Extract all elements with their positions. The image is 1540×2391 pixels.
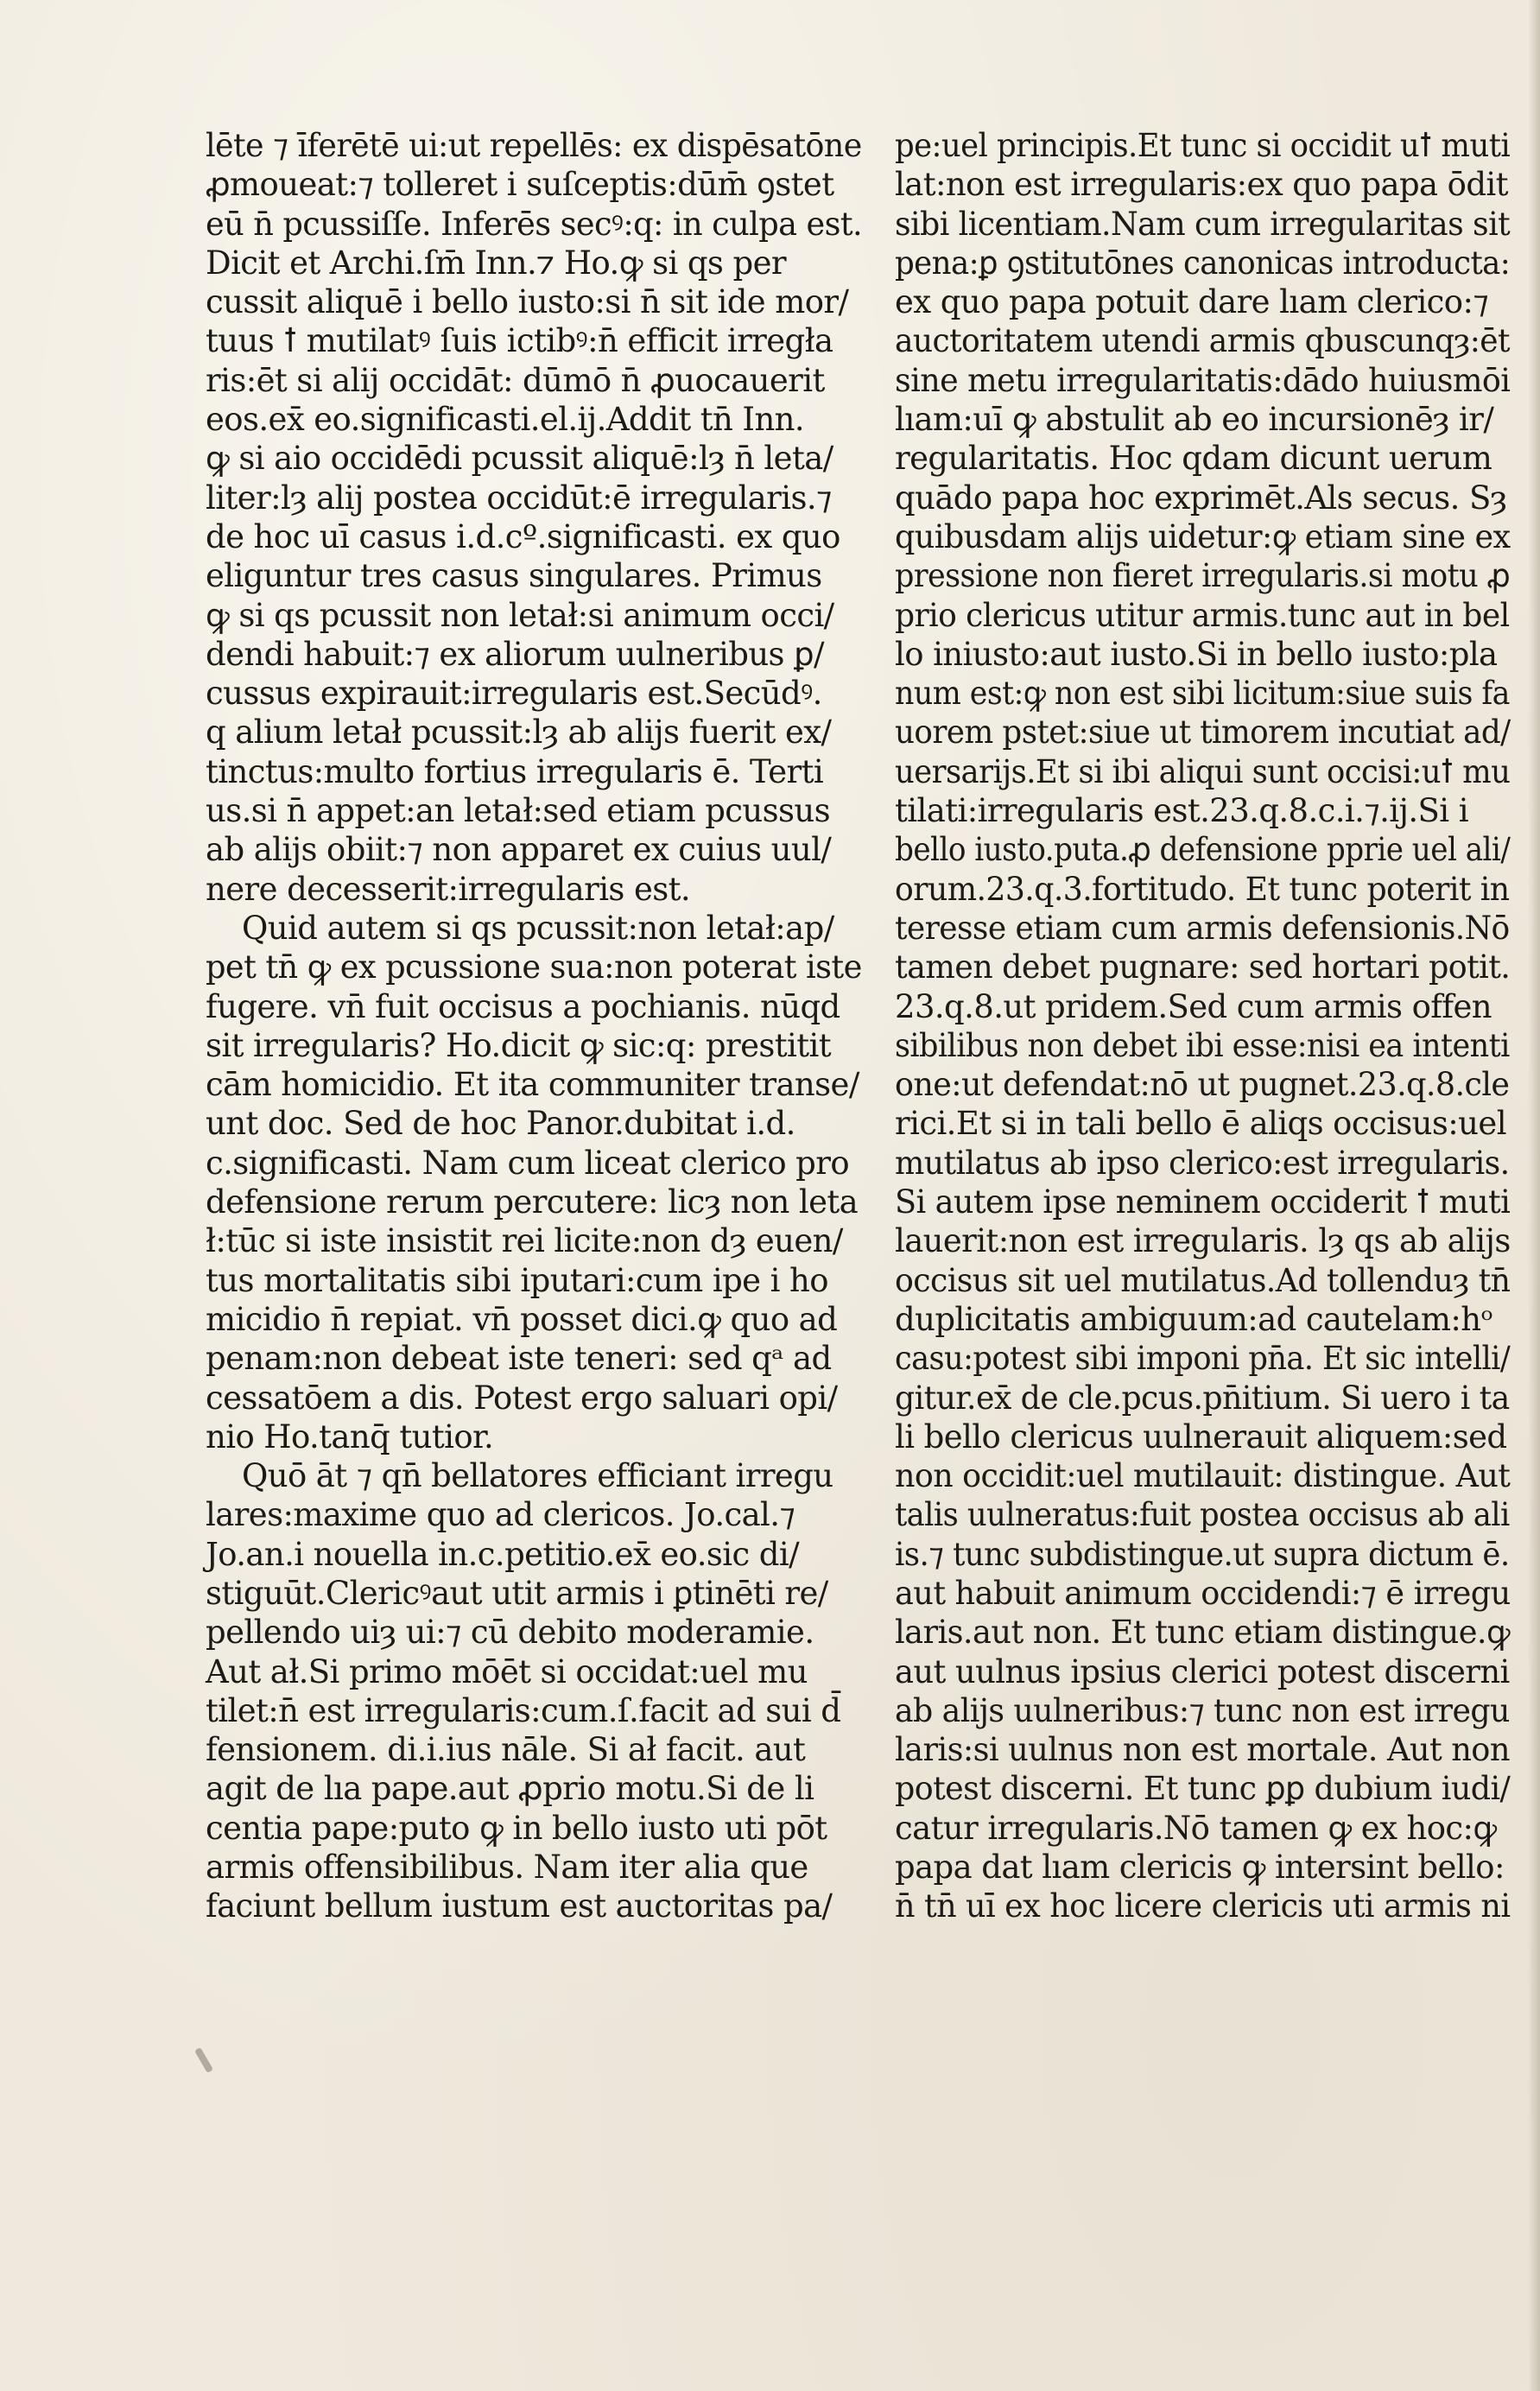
text-line: cessatōem a dis. Potest ergo saluari opi/: [206, 1379, 838, 1417]
text-line: num est:ꝙ non est sibi licitum:siue suis fa: [895, 675, 1510, 713]
right-text-column: [895, 126, 1510, 1926]
text-line: gitur.ex̄ de cle.pcus.pn̄itium. Si uero i ta: [895, 1379, 1510, 1417]
text-line: tinctus:multo fortius irregularis ē. Terti: [206, 752, 824, 790]
text-line: auctoritatem utendi armis qbuscunqȝ:ēt: [895, 322, 1510, 360]
text-line: armis offensibilibus. Nam iter alia que: [206, 1849, 808, 1887]
text-line: 23.q.8.ut pridem.Sed cum armis offen: [895, 987, 1492, 1025]
text-line: cām homicidio. Et ita communiter transe/: [206, 1066, 859, 1104]
left-text-column: [206, 126, 862, 1926]
text-line: teresse etiam cum armis defensionis.Nō: [895, 909, 1510, 947]
text-line: stiguūt.Clericꝰaut utit armis i ꝑtinēti re/: [206, 1574, 828, 1612]
text-line: ris:ēt si alij occidāt: dūmō n̄ ꝓuocauerit: [206, 361, 825, 399]
text-line: defensione rerum percutere: licȝ non leta: [206, 1183, 859, 1221]
text-line: Quid autem si qs pcussit:non letał:ap/: [242, 909, 834, 947]
text-line: cussus expirauit:irregularis est.Secūdꝰ.: [206, 675, 822, 713]
text-line: lo iniusto:aut iusto.Si in bello iusto:pla: [895, 635, 1498, 673]
text-line: pe:uel principis.Et tunc si occidit uꝉ muti: [895, 127, 1511, 164]
text-line: tilet:n̄ est irregularis:cum.ſ.facit ad sui d̄: [206, 1691, 841, 1729]
text-line: nio Ho.tanq̄ tutior.: [206, 1417, 494, 1456]
text-line: eliguntur tres casus singulares. Primus: [206, 557, 822, 595]
text-line: liter:lȝ alij postea occidūt:ē irregularis.⁊: [206, 479, 832, 517]
text-line: sit irregularis? Ho.dicit ꝙ sic:q: prestitit: [206, 1026, 832, 1064]
text-line: us.si n̄ appet:an letał:sed etiam pcussus: [206, 792, 831, 830]
text-line: penam:non debeat iste teneri: sed qᵃ ad: [206, 1340, 832, 1378]
text-line: li bello clericus uulnerauit aliquem:sed: [895, 1417, 1507, 1456]
text-line: nere decesserit:irregularis est.: [206, 870, 691, 908]
text-line: Aut ał.Si primo mōēt si occidat:uel mu: [206, 1652, 808, 1690]
text-line: eos.ex̄ eo.significasti.el.ij.Addit tn̄ Inn.: [206, 401, 805, 439]
text-line: sibi licentiam.Nam cum irregularitas sit: [895, 205, 1511, 243]
text-line: dendi habuit:⁊ ex aliorum uulneribus ꝑ/: [206, 635, 824, 673]
text-line: fensionem. di.i.ius nāle. Si ał facit. aut: [206, 1731, 806, 1769]
text-line: occisus sit uel mutilatus.Ad tollenduȝ tn̄: [895, 1261, 1511, 1299]
ink-smudge: [194, 2047, 213, 2073]
text-line: bello iusto.puta.ꝓ defensione pprie uel ali/: [895, 831, 1511, 869]
text-line: casu:potest sibi imponi pn̄a. Et sic intelli/: [895, 1340, 1511, 1378]
text-line: ab alijs obiit:⁊ non apparet ex cuius uul/: [206, 831, 832, 869]
text-line: uersarijs.Et si ibi aliqui sunt occisi:uꝉ mu: [895, 752, 1511, 790]
text-line: aut uulnus ipsius clerici potest discerni: [895, 1652, 1510, 1690]
text-line: sibilibus non debet ibi esse:nisi ea intenti: [895, 1026, 1510, 1064]
text-line: laris.aut non. Et tunc etiam distingue.ꝙ: [895, 1614, 1510, 1652]
text-line: prio clericus utitur armis.tunc aut in bel: [895, 596, 1510, 634]
text-line: n̄ tn̄ uī ex hoc licere clericis uti armis ni: [895, 1887, 1511, 1925]
text-line: ꝙ si aio occidēdi pcussit aliquē:lȝ n̄ leta/: [206, 440, 833, 478]
text-line: lıam:uī ꝙ abstulit ab eo incursionēȝ ir/: [895, 401, 1494, 439]
text-line: quādo papa hoc exprimēt.Als secus. Sȝ: [895, 479, 1507, 517]
text-line: lares:maxime quo ad clericos. Jo.cal.⁊: [206, 1496, 795, 1534]
text-line: pellendo uiȝ ui:⁊ cū debito moderamie.: [206, 1614, 814, 1652]
text-line: tus mortalitatis sibi iputari:cum ipe i ho: [206, 1261, 828, 1299]
text-line: non occidit:uel mutilauit: distingue. Aut: [895, 1457, 1511, 1495]
text-line: lauerit:non est irregularis. lȝ qs ab alijs: [895, 1222, 1511, 1260]
text-line: Si autem ipse neminem occiderit ꝉ muti: [895, 1183, 1511, 1221]
text-line: lēte ⁊ īferētē ui:ut repellēs: ex dispēsatōne: [206, 127, 862, 164]
text-line: pet tn̄ ꝙ ex pcussione sua:non poterat iste: [206, 948, 862, 986]
text-line: faciunt bellum iustum est auctoritas pa/: [206, 1887, 833, 1925]
text-line: talis uulneratus:fuit postea occisus ab ali: [895, 1496, 1510, 1534]
page-edge-shadow: [1528, 0, 1540, 2391]
text-line: aut habuit animum occidendi:⁊ ē irregu: [895, 1574, 1511, 1612]
text-line: pressione non fieret irregularis.si motu ꝓ: [895, 557, 1511, 595]
text-line: q alium letał pcussit:lȝ ab alijs fuerit ex/: [206, 713, 832, 752]
text-line: is.⁊ tunc subdistingue.ut supra dictum ē.: [895, 1535, 1510, 1573]
text-line: laris:si uulnus non est mortale. Aut non: [895, 1731, 1510, 1769]
text-line: ex quo papa potuit dare lıam clerico:⁊: [895, 283, 1489, 321]
text-line: Quō āt ⁊ qn̄ bellatores efficiant irregu: [242, 1457, 833, 1495]
text-line: tilati:irregularis est.23.q.8.c.i.⁊.ij.Si i: [895, 792, 1468, 830]
text-line: c.significasti. Nam cum liceat clerico pro: [206, 1144, 850, 1182]
text-line: ab alijs uulneribus:⁊ tunc non est irregu: [895, 1691, 1510, 1729]
text-line: sine metu irregularitatis:dādo huiusmōi: [895, 361, 1511, 399]
text-line: ł:tūc si iste insistit rei licite:non dȝ euen/: [206, 1222, 843, 1260]
text-line: mutilatus ab ipso clerico:est irregularis.: [895, 1144, 1510, 1182]
text-line: Jo.an.i nouella in.c.petitio.ex̄ eo.sic di/: [206, 1535, 799, 1573]
text-line: potest discerni. Et tunc ꝑꝑ dubium iudi/: [895, 1770, 1511, 1808]
text-line: fugere. vn̄ fuit occisus a pochianis. nūqd: [206, 987, 840, 1025]
text-line: ꝓmoueat:⁊ tolleret i suſceptis:dūm̄ ꝯstet: [206, 166, 834, 204]
text-line: eū n̄ pcussiſſe. Inferēs secꝰ:q: in culpa est.: [206, 205, 863, 243]
text-line: regularitatis. Hoc qdam dicunt uerum: [895, 440, 1492, 478]
text-line: uorem pstet:siue ut timorem incutiat ad/: [895, 713, 1511, 752]
text-line: rici.Et si in tali bello ē aliqs occisus:uel: [895, 1105, 1506, 1143]
text-line: papa dat lıam clericis ꝙ intersint bello:: [895, 1849, 1505, 1887]
text-line: agit de lıa pape.aut ꝓprio motu.Si de li: [206, 1770, 814, 1808]
text-line: quibusdam alijs uidetur:ꝙ etiam sine ex: [895, 517, 1511, 555]
text-line: unt doc. Sed de hoc Panor.dubitat i.d.: [206, 1105, 795, 1143]
text-line: cussit aliquē i bello iusto:si n̄ sit ide mor/: [206, 283, 849, 321]
text-line: ꝙ si qs pcussit non letał:si animum occi/: [206, 596, 834, 634]
text-line: Dicit et Archi.ſm̄ Inn.⁊ Ho.ꝙ si qs per: [206, 244, 786, 282]
text-line: pena:ꝑ ꝯstitutōnes canonicas introducta:: [895, 244, 1511, 282]
text-line: tuus ꝉ mutilatꝰ ſuis ictibꝰ:n̄ efficit irregła: [206, 322, 833, 360]
text-line: centia pape:puto ꝙ in bello iusto uti pōt: [206, 1809, 827, 1847]
text-line: de hoc uī casus i.d.cº.significasti. ex quo: [206, 517, 840, 555]
text-line: tamen debet pugnare: sed hortari potit.: [895, 948, 1511, 986]
text-line: catur irregularis.Nō tamen ꝙ ex hoc:ꝙ: [895, 1809, 1497, 1847]
text-line: duplicitatis ambiguum:ad cautelam:hᵒ: [895, 1300, 1493, 1338]
text-line: one:ut defendat:nō ut pugnet.23.q.8.cle: [895, 1066, 1510, 1104]
text-line: micidio n̄ repiat. vn̄ posset dici.ꝙ quo ad: [206, 1300, 838, 1338]
text-line: lat:non est irregularis:ex quo papa ōdit: [895, 166, 1508, 204]
text-line: orum.23.q.3.fortitudo. Et tunc poterit in: [895, 870, 1510, 908]
